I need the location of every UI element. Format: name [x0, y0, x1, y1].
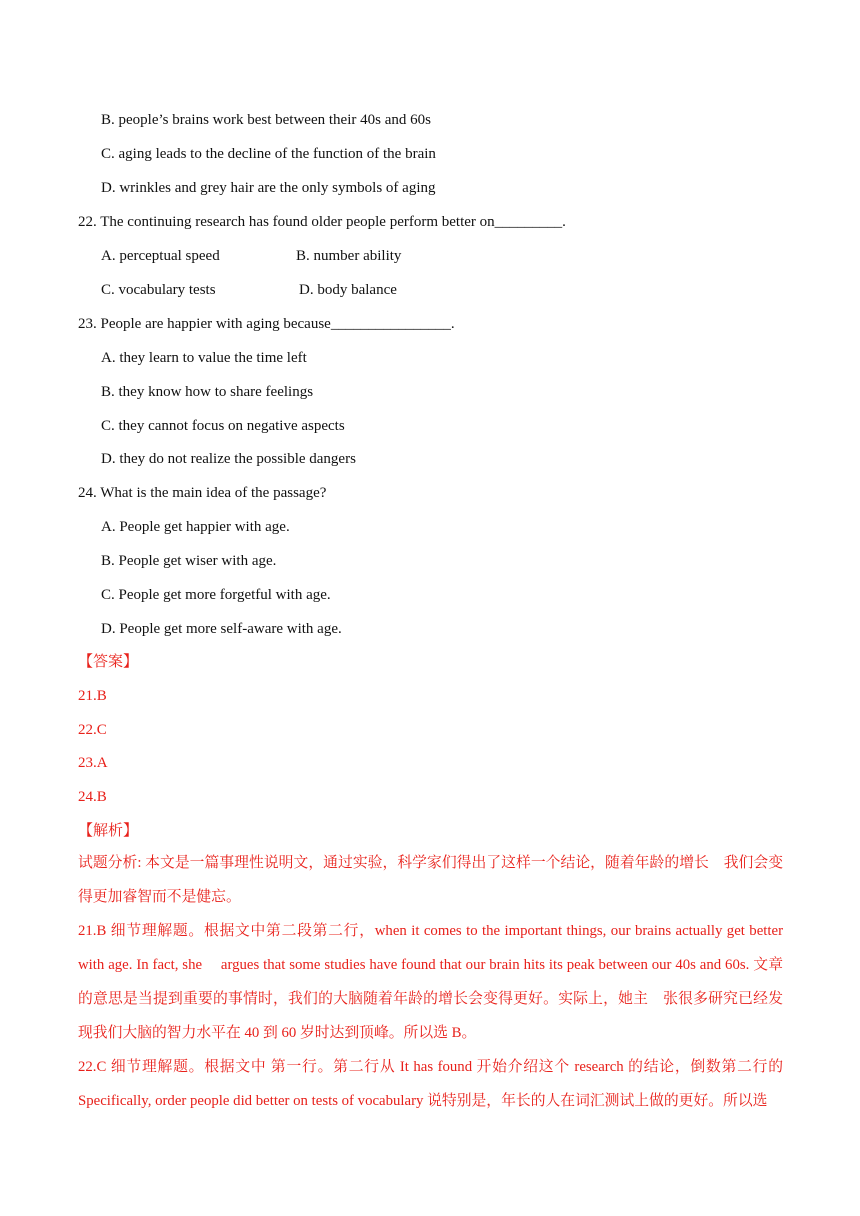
q24-option-d: D. People get more self-aware with age. [101, 621, 342, 637]
q22-option-d: D. body balance [299, 282, 397, 298]
answer-24: 24.B [78, 789, 107, 805]
q22-option-c: C. vocabulary tests [101, 282, 216, 298]
q23-option-b: B. they know how to share feelings [101, 384, 314, 400]
q23-option-a: A. they learn to value the time left [101, 350, 307, 366]
q24-option-a: A. People get happier with age. [101, 519, 290, 535]
q21-option-d: D. wrinkles and grey hair are the only symbols of aging [101, 180, 436, 196]
q23-option-c: C. they cannot focus on negative aspects [101, 418, 345, 434]
answer-23: 23.A [78, 755, 108, 771]
analysis-intro: 试题分析: 本文是一篇事理性说明文，通过实验，科学家们得出了这样一个结论，随着年龄的增长 我们会变得更加睿智而不是健忘。 [78, 855, 783, 905]
q24-option-c: C. People get more forgetful with age. [101, 587, 331, 603]
q22-option-b: B. number ability [296, 248, 402, 264]
q21-option-b: B. people’s brains work best between their 40s and 60s [101, 112, 431, 128]
q21-option-c: C. aging leads to the decline of the function of the brain [101, 146, 436, 162]
q22-options-row-2 [101, 280, 501, 300]
q23-option-d: D. they do not realize the possible dangers [101, 451, 356, 467]
answer-heading: 【答案】 [78, 654, 139, 670]
q22-stem: 22. The continuing research has found older people perform better on_________. [78, 214, 566, 230]
answer-21: 21.B [78, 688, 107, 704]
q22-options-row-1 [101, 246, 501, 266]
q22-option-a: A. perceptual speed [101, 248, 220, 264]
q23-stem: 23. People are happier with aging because________________. [78, 316, 455, 332]
q24-option-b: B. People get wiser with age. [101, 553, 277, 569]
answer-22: 22.C [78, 722, 107, 738]
analysis-heading: 【解析】 [78, 823, 139, 839]
q24-stem: 24. What is the main idea of the passage? [78, 485, 327, 501]
analysis-21: 21.B 细节理解题。根据文中第二段第二行，when it comes to the important things, our brains actually get better with age. In fact, she argues that some studies have found that our brain hits its peak between our 40s and 60s. 文章的意思是当提到重要的事情时，我们的大脑随着年龄的增长会变得更好。实际上，她主 张很多研究已经发现我们大脑的智力水平在 40 到 60 岁时达到顶峰。所以选 B。 [78, 923, 783, 1041]
analysis-22: 22.C 细节理解题。根据文中 第一行。第二行从 It has found 开始介绍这个 research 的结论，倒数第二行的 Specifically, order people did better on tests of vocabulary 说特别是，年长的人在词汇测试上做的更好。所以选 [78, 1059, 783, 1109]
